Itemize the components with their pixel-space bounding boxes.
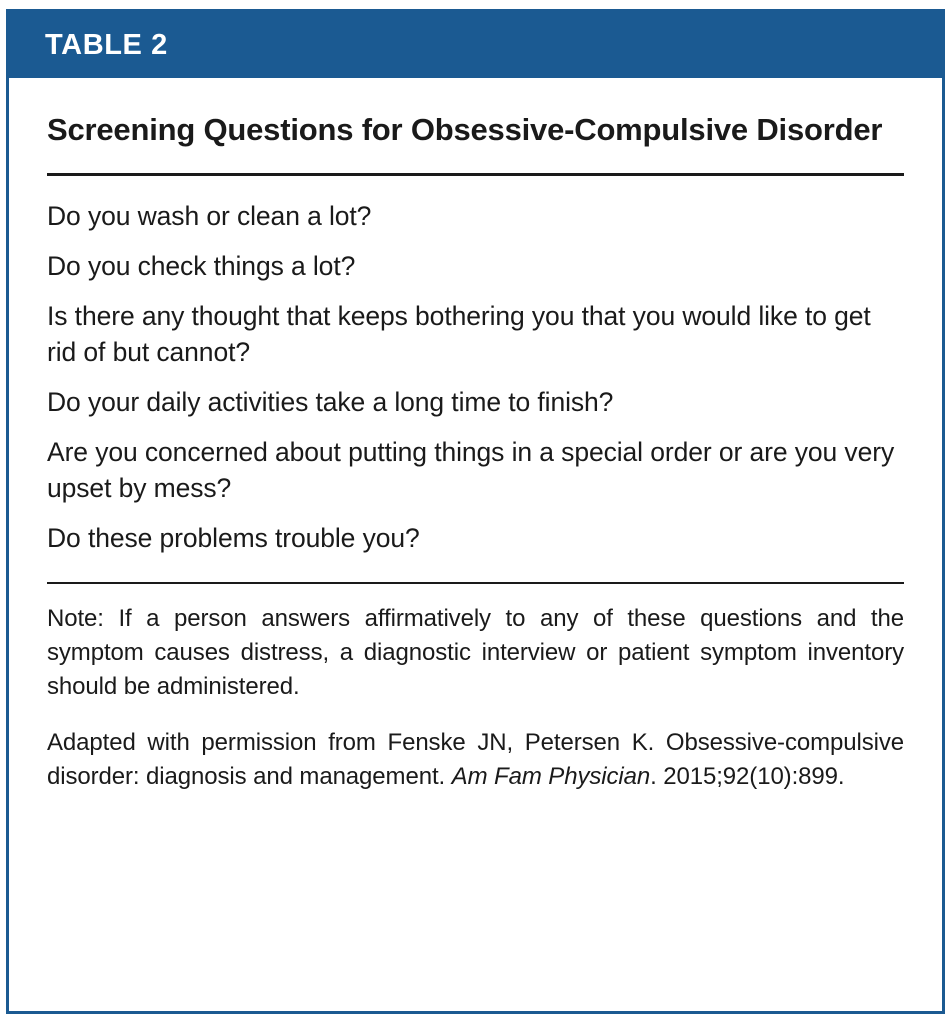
list-item: Are you concerned about putting things in a special order or are you very upset by mess? (47, 437, 895, 504)
list-item: Do you check things a lot? (47, 250, 356, 281)
table-number-label: TABLE 2 (45, 28, 168, 61)
source-journal-name: Am Fam Physician (451, 763, 651, 791)
table-card (6, 9, 945, 1014)
table-note: Note: If a person answers affirmatively to any of these questions and the symptom causes distress, a diagnostic interview or patient symptom inventory should be administered. (47, 605, 904, 701)
list-item: Do your daily activities take a long time to finish? (47, 387, 614, 418)
list-item: Is there any thought that keeps bothering you that you would like to get rid of but cannot? (47, 300, 871, 367)
table-header (9, 12, 942, 78)
table-source (47, 726, 904, 794)
source-lead-text: Adapted with permission from Fenske JN, Petersen K. Obsessive-compulsive disorder: diagnosis and management. (47, 729, 904, 791)
table-body (9, 78, 942, 795)
list-item: Do you wash or clean a lot? (47, 200, 372, 231)
footer-divider (47, 582, 904, 584)
screening-question-list (47, 176, 904, 564)
table-title: Screening Questions for Obsessive-Compulsive Disorder (47, 112, 883, 147)
source-trail-text: . 2015;92(10):899. (650, 763, 845, 791)
list-item: Do these problems trouble you? (47, 523, 420, 554)
